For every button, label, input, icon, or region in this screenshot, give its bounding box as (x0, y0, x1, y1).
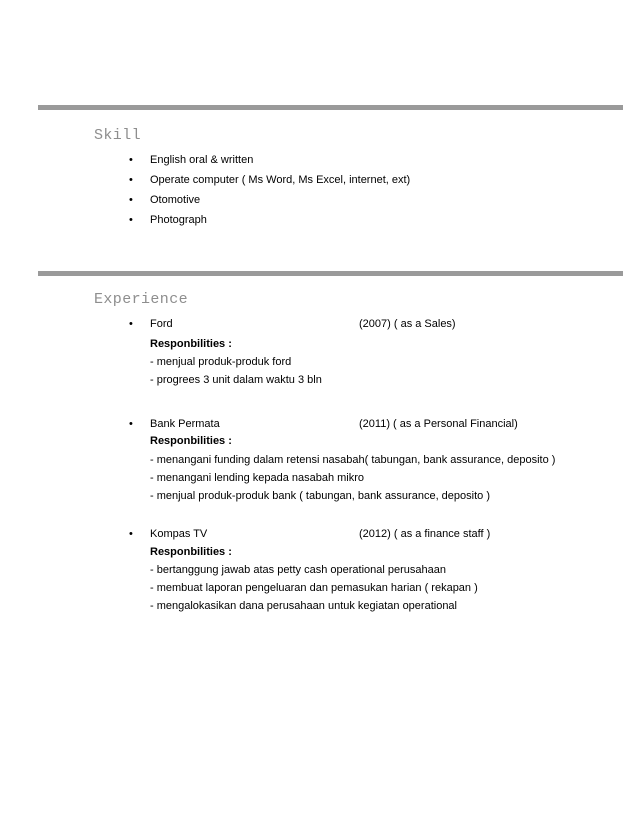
responsibilities-label: Responbilities : (150, 435, 232, 447)
job-task: - menangani funding dalam retensi nasabah( tabungan, bank assurance, deposito ) (150, 454, 556, 466)
responsibilities-label: Responbilities : (150, 546, 232, 558)
section-divider-experience (38, 271, 623, 276)
responsibilities-label: Responbilities : (150, 338, 232, 350)
skill-item: Otomotive (150, 194, 201, 206)
job-company: Ford (150, 318, 173, 330)
job-company: Bank Permata (150, 418, 220, 430)
bullet-icon: • (129, 214, 133, 226)
job-task: - membuat laporan pengeluaran dan pemasukan harian ( rekapan ) (150, 582, 478, 594)
bullet-icon: • (129, 194, 133, 206)
job-task: - bertanggung jawab atas petty cash operational perusahaan (150, 564, 446, 576)
job-period: (2007) ( as a Sales) (359, 318, 456, 330)
job-task: - menjual produk-produk bank ( tabungan, bank assurance, deposito ) (150, 490, 490, 502)
section-divider-skill (38, 105, 623, 110)
job-task: - menangani lending kepada nasabah mikro (150, 472, 365, 484)
bullet-icon: • (129, 318, 133, 330)
job-period: (2012) ( as a finance staff ) (359, 528, 491, 540)
section-heading-skill: Skill (94, 127, 142, 144)
bullet-icon: • (129, 418, 133, 430)
job-company: Kompas TV (150, 528, 208, 540)
job-task: - progrees 3 unit dalam waktu 3 bln (150, 374, 322, 386)
skill-item: English oral & written (150, 154, 254, 166)
job-task: - menjual produk-produk ford (150, 356, 292, 368)
bullet-icon: • (129, 528, 133, 540)
skill-item: Photograph (150, 214, 207, 226)
section-heading-experience: Experience (94, 291, 189, 308)
bullet-icon: • (129, 154, 133, 166)
skill-item: Operate computer ( Ms Word, Ms Excel, internet, ext) (150, 174, 411, 186)
job-period: (2011) ( as a Personal Financial) (359, 418, 518, 430)
job-task: - mengalokasikan dana perusahaan untuk kegiatan operational (150, 600, 457, 612)
bullet-icon: • (129, 174, 133, 186)
